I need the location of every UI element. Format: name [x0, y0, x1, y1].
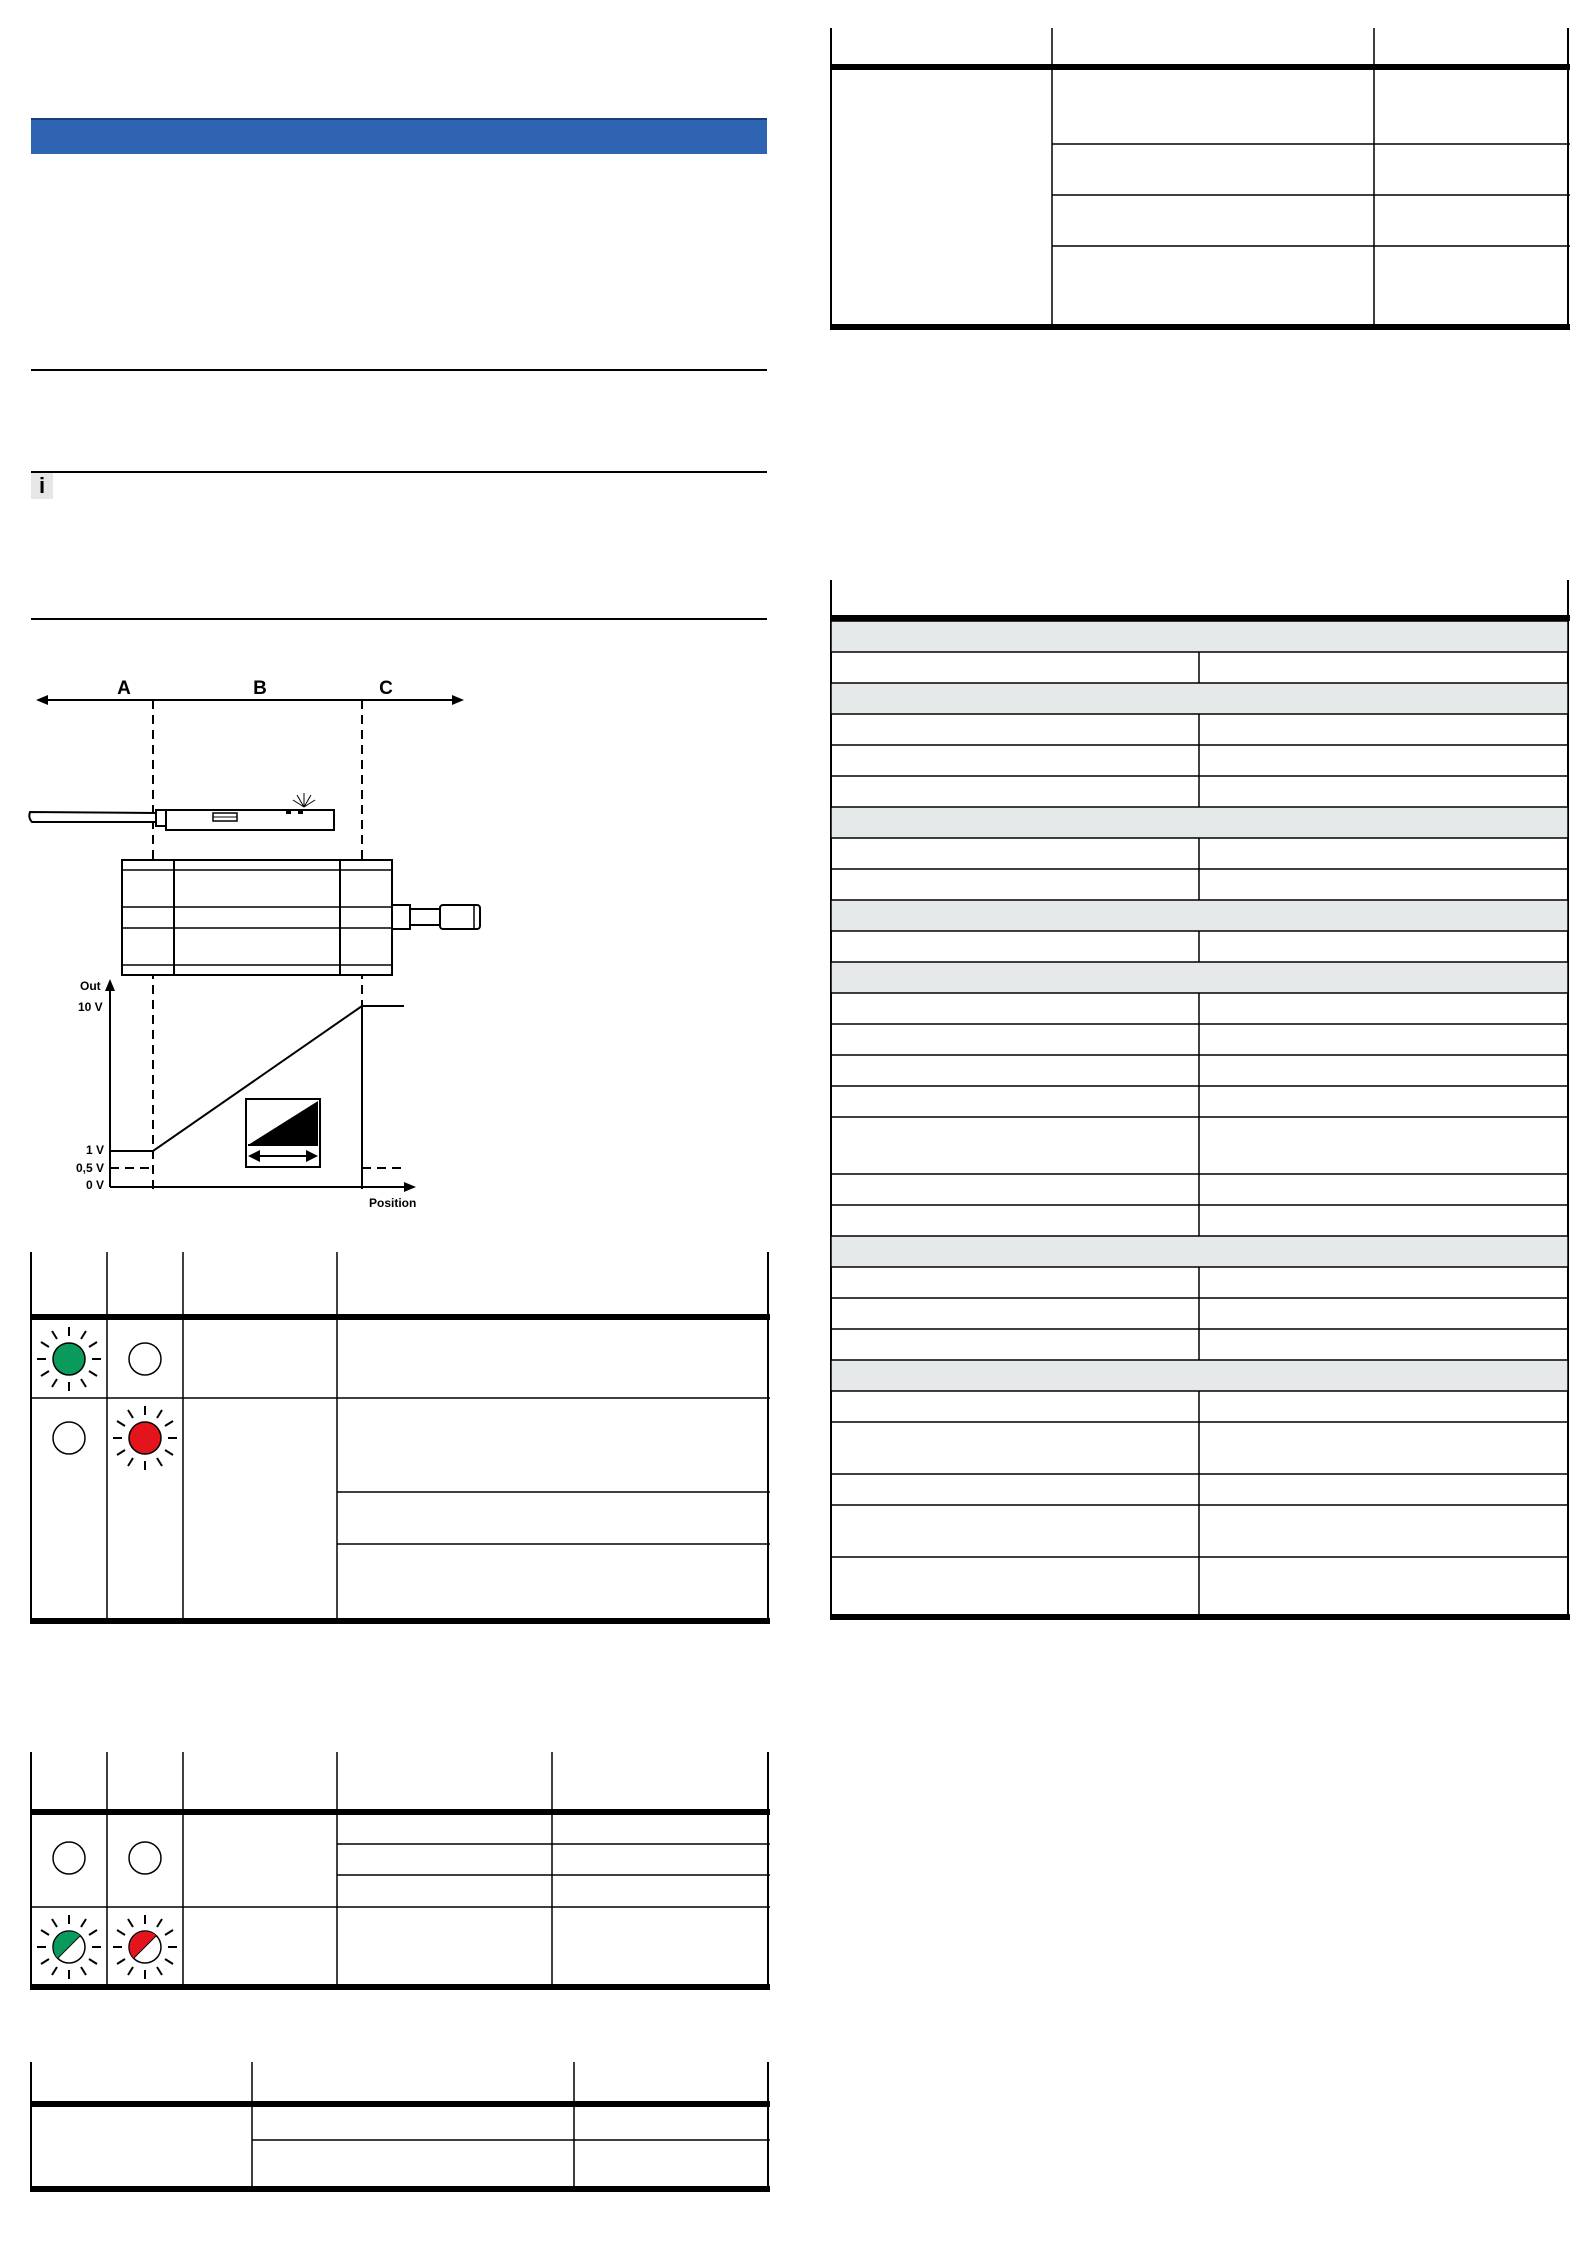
zone-label-c: C: [379, 678, 393, 699]
range-arrow-left-head: [36, 695, 48, 705]
table-4: [830, 28, 1570, 330]
led-off-icon: [53, 1842, 85, 1874]
led-red-blinking-icon: [113, 1406, 177, 1470]
y-axis-label: Out: [80, 979, 101, 993]
led-red-half-blinking-icon: [113, 1915, 177, 1979]
y-tick-0v: 0 V: [86, 1178, 105, 1192]
table-3: [30, 2062, 770, 2192]
range-arrow-right-head: [452, 695, 464, 705]
position-output-diagram: [28, 665, 508, 1225]
led-off-icon: [129, 1842, 161, 1874]
led-table-2: [30, 1752, 770, 1990]
led-table-1: [30, 1252, 770, 1624]
led-off-icon: [53, 1422, 85, 1454]
technical-data-table: [830, 580, 1570, 1620]
y-tick-05v: 0,5 V: [76, 1161, 105, 1175]
divider-1: [31, 369, 767, 371]
y-tick-10v: 10 V: [78, 1000, 103, 1014]
cylinder-icon: [122, 860, 480, 975]
led-green-half-blinking-icon: [37, 1915, 101, 1979]
x-axis-arrow: [404, 1182, 416, 1192]
zone-label-b: B: [253, 678, 267, 699]
y-axis-arrow: [105, 979, 115, 991]
led-green-blinking-icon: [37, 1327, 101, 1391]
led-off-icon: [129, 1343, 161, 1375]
info-icon: i: [31, 473, 53, 499]
y-tick-1v: 1 V: [86, 1143, 105, 1157]
zone-label-a: A: [117, 678, 131, 699]
divider-3: [31, 618, 767, 620]
section-header-bar: [31, 118, 767, 154]
x-axis-label: Position: [369, 1196, 417, 1210]
analog-output-icon: [246, 1099, 320, 1167]
divider-2: [31, 471, 767, 473]
sensor-icon: [29, 793, 334, 830]
